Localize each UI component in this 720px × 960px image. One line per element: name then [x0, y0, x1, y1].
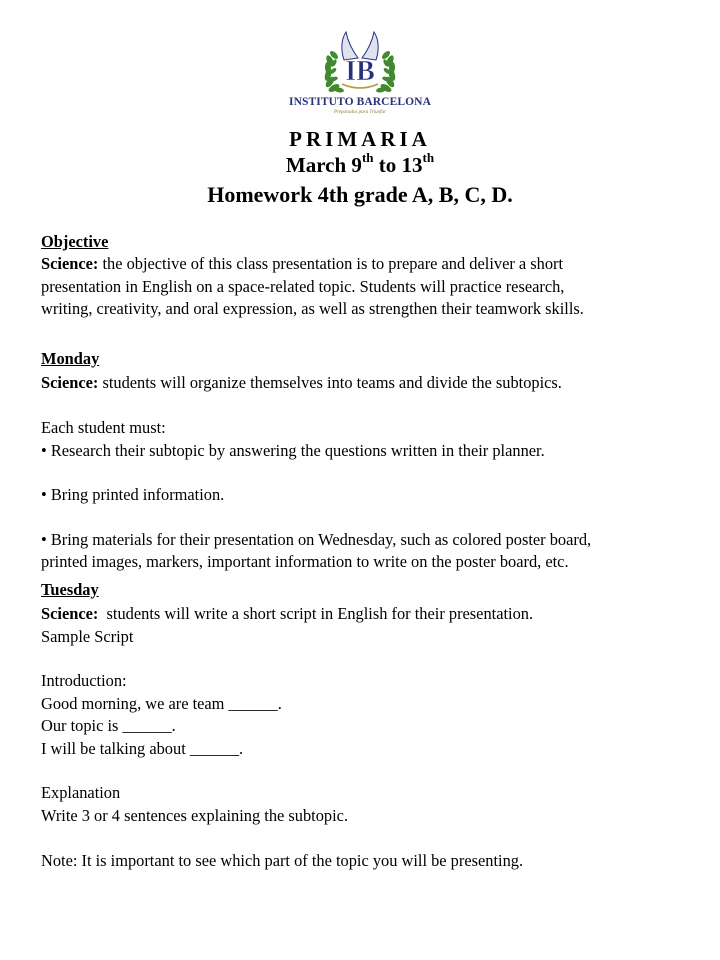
objective-line-2: presentation in English on a space-related topic. Students will practice research,: [41, 276, 565, 296]
dates-start: March 9: [285, 153, 362, 177]
school-logo: [282, 30, 438, 122]
monday-bullet-2: • Bring printed information.: [41, 485, 225, 505]
objective-line-3: writing, creativity, and oral expression, as well as strengthen their teamwork skills.: [41, 299, 584, 319]
intro-line-2: Our topic is ______.: [41, 716, 176, 736]
dates-start-suffix: th: [361, 150, 374, 165]
laurel-right-icon: [376, 50, 397, 94]
intro-line-1: Good morning, we are team ______.: [41, 693, 282, 713]
monday-heading: Monday: [41, 348, 100, 368]
explanation-label: Explanation: [41, 783, 121, 803]
objective-heading: Objective: [41, 232, 109, 251]
note-text: Note: It is important to see which part of the topic you will be presenting.: [41, 850, 524, 870]
dates-end: to 13: [373, 153, 423, 177]
title-dates: [0, 152, 720, 178]
monday-intro: [41, 372, 701, 394]
laurel-left-icon: [324, 50, 345, 94]
monday-subject: Science:: [41, 373, 99, 393]
logo-letters: IB: [345, 56, 375, 87]
title-homework: Homework 4th grade A, B, C, D.: [207, 182, 513, 207]
each-student-label: Each student must:: [41, 418, 166, 438]
objective-line-1: [41, 253, 701, 275]
document-body: [41, 231, 701, 872]
objective-subject: Science:: [41, 254, 99, 274]
tuesday-subject: Science:: [41, 604, 99, 624]
introduction-label: Introduction:: [41, 671, 127, 691]
logo-emblem: [282, 30, 438, 100]
monday-intro-text: students will organize themselves into teams and divide the subtopics.: [98, 373, 562, 393]
tuesday-intro-text: students will write a short script in English for their presentation.: [98, 604, 534, 624]
monday-bullet-3-line-1: • Bring materials for their presentation on Wednesday, such as colored poster board,: [41, 530, 592, 550]
monday-bullet-1: • Research their subtopic by answering the questions written in their planner.: [41, 440, 545, 460]
intro-line-3: I will be talking about ______.: [41, 738, 244, 758]
tuesday-intro: [41, 603, 701, 625]
explanation-text: Write 3 or 4 sentences explaining the subtopic.: [41, 805, 349, 825]
sample-script-label: Sample Script: [41, 626, 134, 646]
title-primaria: PRIMARIA: [289, 127, 431, 151]
monday-bullet-3-line-2: printed images, markers, important information to write on the poster board, etc.: [41, 552, 569, 572]
objective-text-1: the objective of this class presentation is to prepare and deliver a short: [98, 254, 564, 274]
school-motto: Preparados para Triunfar: [333, 110, 387, 115]
dates-end-suffix: th: [422, 150, 435, 165]
school-name: INSTITUTO BARCELONA: [289, 96, 431, 108]
tuesday-heading: Tuesday: [41, 579, 99, 599]
